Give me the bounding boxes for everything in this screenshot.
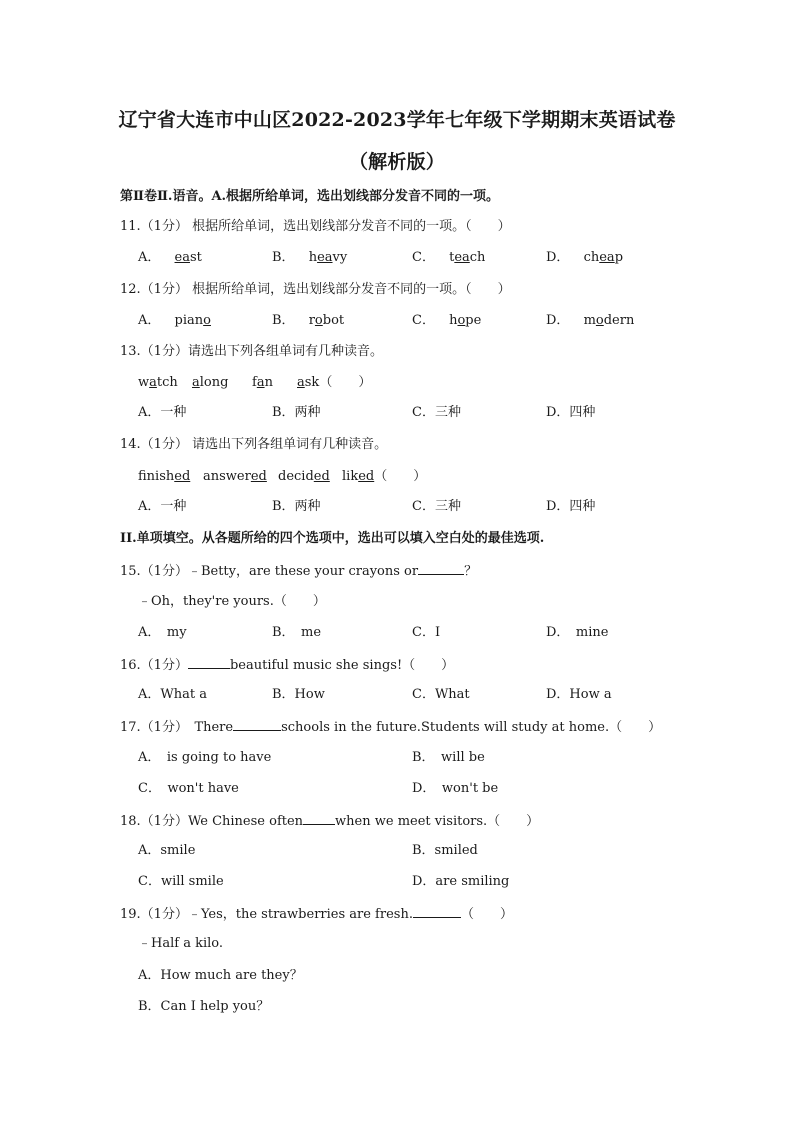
answer-blank — [233, 718, 281, 731]
underlined-part: ea — [174, 250, 190, 265]
word-part: bot — [322, 313, 345, 328]
option-label: A． — [138, 313, 161, 328]
word-part: t — [449, 250, 455, 265]
question-15-option-a: A． my — [138, 625, 187, 640]
question-18-option-a: A．smile — [138, 843, 196, 858]
question-16-option-a: A．What a — [138, 687, 207, 702]
question-13-word-1 — [138, 375, 178, 391]
underlined-part: o — [595, 313, 604, 328]
question-14-option-a: A．一种 — [138, 499, 187, 514]
answer-paren: （ ） — [374, 469, 427, 484]
question-11-option-b — [272, 250, 347, 266]
question-19-line2: ﹣Half a kilo. — [138, 936, 223, 951]
word-part: answer — [203, 469, 251, 484]
question-14-word-3 — [278, 469, 330, 485]
underlined-part: o — [457, 313, 466, 328]
question-19-option-a: A．How much are they？ — [138, 968, 303, 983]
question-14-stem: 14.（1分） 请选出下列各组单词有几种读音。 — [120, 437, 388, 452]
question-13-option-a: A．一种 — [138, 405, 187, 420]
stem-text: when we meet visitors.（ ） — [335, 814, 540, 829]
stem-text: 16.（1分） — [120, 658, 188, 673]
underlined-part: o — [314, 313, 323, 328]
answer-blank — [413, 905, 461, 918]
underlined-part: a — [256, 375, 265, 390]
word-part: ch — [583, 250, 600, 265]
question-19-option-b: B．Can I help you？ — [138, 999, 270, 1014]
word-part: long — [199, 375, 229, 390]
question-18-option-d: D．are smiling — [412, 874, 510, 889]
underlined-part: ea — [599, 250, 615, 265]
stem-text: 19.（1分）﹣Yes，the strawberries are fresh. — [120, 907, 413, 922]
option-label: D． — [546, 250, 570, 265]
question-14-word-1 — [138, 469, 190, 485]
stem-text: 18.（1分）We Chinese often — [120, 814, 304, 829]
underlined-part: a — [297, 375, 305, 390]
stem-text: 17.（1分） There — [120, 720, 234, 735]
option-label: C． — [412, 250, 435, 265]
underlined-part: o — [203, 313, 211, 328]
question-15-line2: ﹣Oh，they're yours.（ ） — [138, 594, 326, 609]
question-11-stem: 11.（1分） 根据所给单词，选出划线部分发音不同的一项。（ ） — [120, 219, 511, 234]
question-14-option-c: C．三种 — [412, 499, 461, 514]
word-part: dern — [603, 313, 635, 328]
word-part: m — [583, 313, 596, 328]
question-15-option-b: B． me — [272, 625, 322, 640]
question-14-word-2 — [203, 469, 267, 485]
question-15-stem — [120, 562, 477, 580]
question-13-word-3 — [252, 375, 273, 391]
answer-blank — [303, 812, 335, 825]
word-part: vy — [332, 250, 348, 265]
question-18-option-c: C．will smile — [138, 874, 224, 889]
question-16-option-c: C．What — [412, 687, 470, 702]
word-part: st — [189, 250, 202, 265]
question-17-option-c: C． won't have — [138, 781, 239, 796]
answer-blank — [188, 656, 230, 669]
word-part: ch — [469, 250, 486, 265]
question-11-option-c — [412, 250, 485, 266]
section-heading-single-choice: II.单项填空。从各题所给的四个选项中，选出可以填入空白处的最佳选项. — [120, 531, 545, 546]
stem-text: beautiful music she sings!（ ） — [229, 658, 455, 673]
question-12-option-d — [546, 313, 634, 329]
word-part: r — [308, 313, 315, 328]
word-part: w — [138, 375, 150, 390]
option-label: A． — [138, 250, 161, 265]
question-14-option-d: D．四种 — [546, 499, 596, 514]
question-13-option-d: D．四种 — [546, 405, 596, 420]
option-label: B． — [272, 250, 295, 265]
word-part: h — [449, 313, 458, 328]
question-13-word-2 — [192, 375, 228, 391]
question-16-option-b: B．How — [272, 687, 325, 702]
option-label: D． — [546, 313, 570, 328]
question-15-option-c: C．I — [412, 625, 441, 640]
word-part: decid — [278, 469, 314, 484]
question-16-stem — [120, 656, 454, 674]
underlined-part: ea — [454, 250, 470, 265]
page-subtitle: （解析版） — [348, 151, 445, 173]
question-17-option-a: A． is going to have — [138, 750, 272, 765]
answer-blank — [418, 562, 464, 575]
stem-text: schools in the future.Students will study at home.（ ） — [281, 720, 662, 735]
question-13-word-4 — [297, 375, 371, 391]
page-title: 辽宁省大连市中山区2022-2023学年七年级下学期期末英语试卷 — [118, 109, 676, 131]
question-18-stem — [120, 812, 539, 830]
question-13-stem: 13.（1分）请选出下列各组单词有几种读音。 — [120, 344, 383, 359]
option-label: B． — [272, 313, 295, 328]
question-12-option-a — [138, 313, 211, 329]
question-19-stem — [120, 905, 513, 923]
underlined-part: ed — [250, 469, 267, 484]
word-part: pian — [174, 313, 204, 328]
underlined-part: ed — [358, 469, 375, 484]
word-part: p — [614, 250, 624, 265]
stem-text: ？ — [464, 564, 478, 579]
question-12-option-b — [272, 313, 344, 329]
word-part: lik — [342, 469, 359, 484]
question-14-option-b: B．两种 — [272, 499, 321, 514]
word-part: pe — [465, 313, 482, 328]
question-15-option-d: D． mine — [546, 625, 609, 640]
question-11-option-d — [546, 250, 623, 266]
question-13-option-c: C．三种 — [412, 405, 461, 420]
stem-text: 15.（1分）﹣Betty，are these your crayons or — [120, 564, 419, 579]
question-17-option-b: B． will be — [412, 750, 485, 765]
question-12-option-c — [412, 313, 481, 329]
word-part: sk — [304, 375, 320, 390]
question-14-word-4 — [342, 469, 426, 485]
question-18-option-b: B．smiled — [412, 843, 478, 858]
stem-text: （ ） — [460, 907, 513, 922]
underlined-part: ed — [174, 469, 191, 484]
question-17-option-d: D． won't be — [412, 781, 499, 796]
word-part: h — [308, 250, 318, 265]
word-part: finish — [138, 469, 175, 484]
underlined-part: ed — [313, 469, 330, 484]
question-16-option-d: D．How a — [546, 687, 612, 702]
question-11-option-a — [138, 250, 202, 266]
underlined-part: ea — [317, 250, 333, 265]
underlined-part: a — [192, 375, 200, 390]
question-17-stem — [120, 718, 661, 736]
word-part: tch — [156, 375, 178, 390]
option-label: C． — [412, 313, 435, 328]
answer-paren: （ ） — [319, 375, 372, 390]
word-part: n — [264, 375, 273, 390]
section-heading-phonetics: 第Ⅱ卷Ⅱ.语音。A.根据所给单词，选出划线部分发音不同的一项。 — [120, 189, 500, 204]
underlined-part: a — [149, 375, 157, 390]
question-12-stem: 12.（1分） 根据所给单词，选出划线部分发音不同的一项。（ ） — [120, 282, 511, 297]
question-13-option-b: B．两种 — [272, 405, 321, 420]
word-part: f — [252, 375, 257, 390]
